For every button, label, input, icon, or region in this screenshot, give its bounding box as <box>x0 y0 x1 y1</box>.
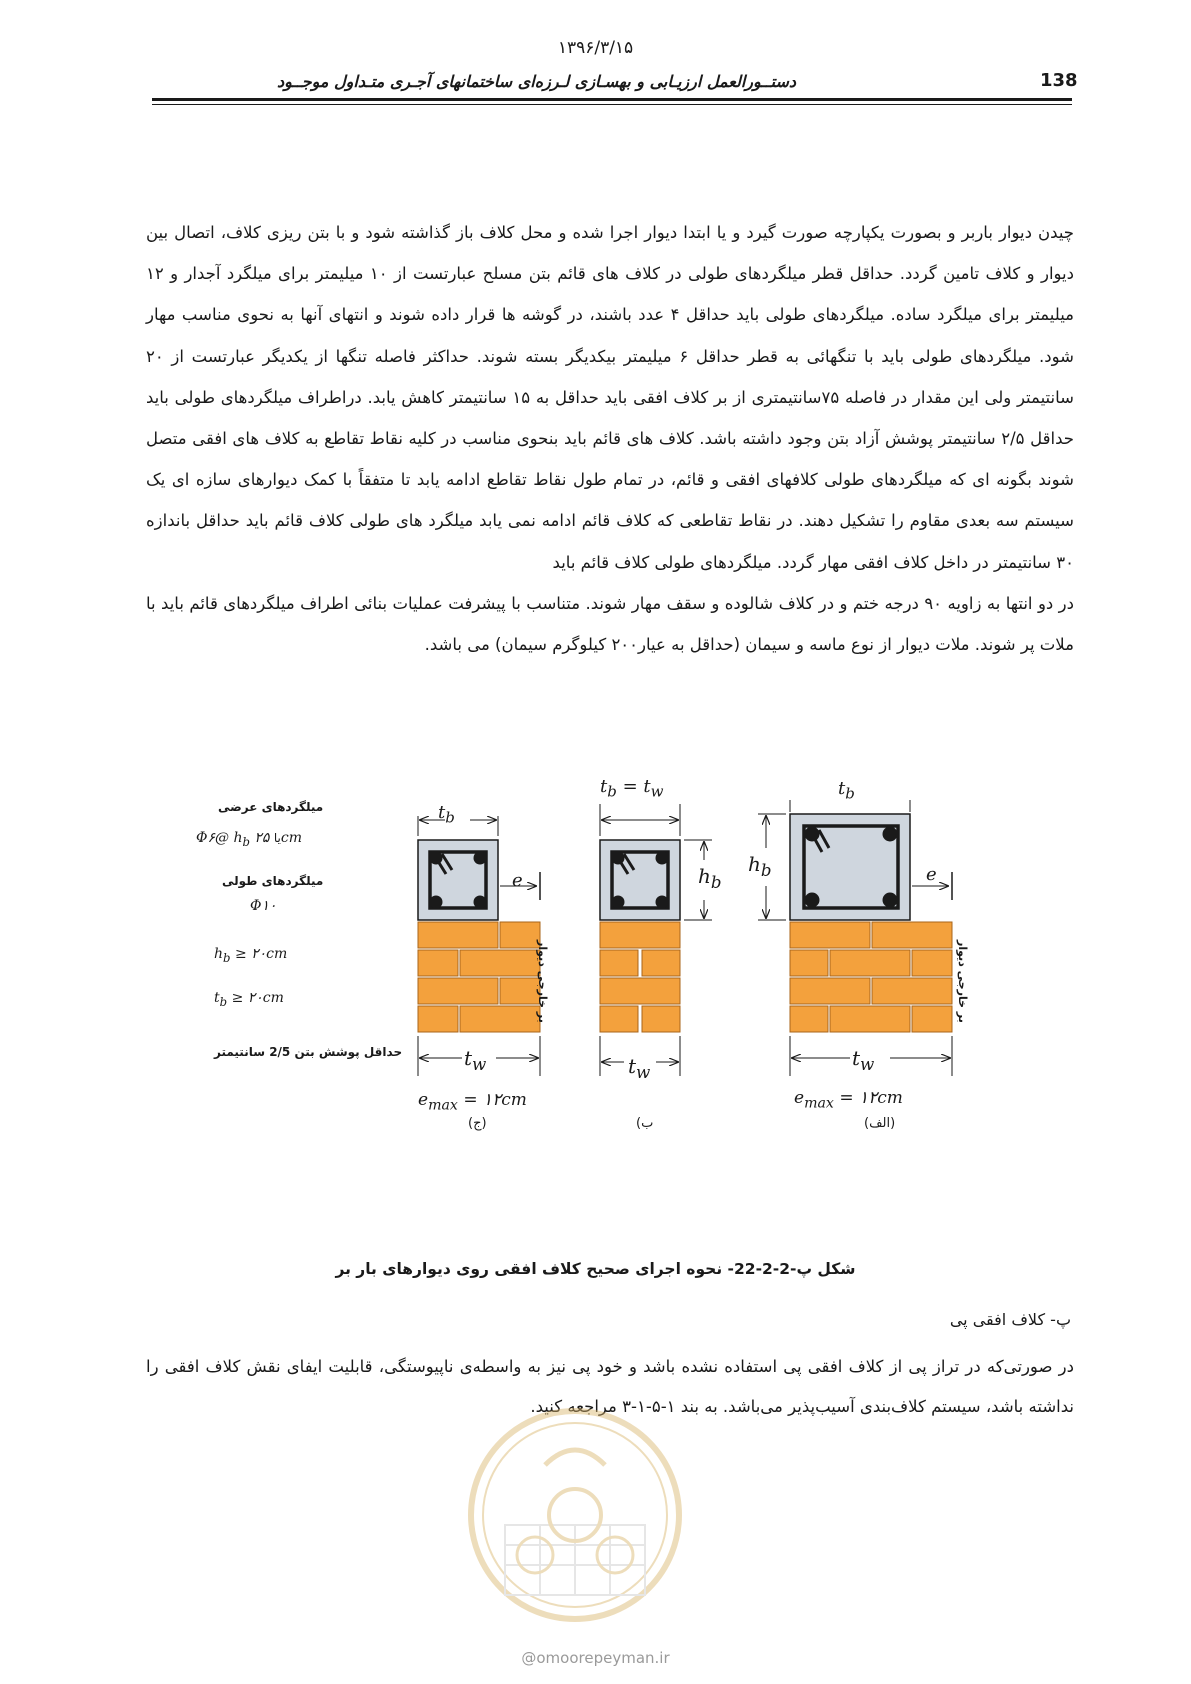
legend-hb-min: $h_b$ ≥ ۲۰cm <box>214 946 288 965</box>
label-e-a: e <box>926 864 937 885</box>
figure-drawing <box>200 800 1080 1220</box>
label-emax-c: $e_{max}$ = ۱۲cm <box>418 1090 527 1114</box>
panel-label-c: (ج) <box>468 1116 487 1131</box>
seal-graphic <box>465 1405 685 1625</box>
legend-transverse-bars: میلگردهای عرضی <box>218 800 324 814</box>
label-hb-b: $h_b$ <box>698 864 722 892</box>
label-tb-a: $t_b$ <box>838 778 855 803</box>
brick-wall-c <box>418 922 540 1032</box>
bar-c-3 <box>430 896 443 909</box>
panel-label-a: (الف) <box>864 1116 896 1131</box>
bar-b-4 <box>656 896 669 909</box>
paragraph-2: در دو انتها به زاویه ۹۰ درجه ختم و در کلاف شالوده و سقف مهار شوند. متناسب با پیشرفت عملیات بنائی اطراف میلگردهای قائم باید با ملات پر شوند. ملات دیوار از نوع ماسه و سیمان (حداقل به عیار۲۰۰ کیلوگرم سیمان) می باشد. <box>146 593 1074 655</box>
document-date: ۱۳۹۶/۳/۱۵ <box>557 38 634 58</box>
bar-c-4 <box>474 896 487 909</box>
label-e-c: e <box>512 870 523 891</box>
legend-transverse-spec: Φ۶@ $h_b$ یا ۲۵cm <box>196 830 303 849</box>
panel-a-drawing <box>758 800 952 1076</box>
bar-b-2 <box>656 852 669 865</box>
wall-outer-face-a: بر خارجی دیوار <box>956 940 969 1023</box>
bar-a-3 <box>805 893 820 908</box>
label-tw-a: $t_w$ <box>852 1046 875 1074</box>
figure-bond-beam-details <box>196 776 1080 1220</box>
label-tb-eq-tw-b: $t_b = t_w$ <box>600 776 664 801</box>
paragraph-1: چیدن دیوار باربر و بصورت یکپارچه صورت گیرد و یا ابتدا دیوار اجرا شده و محل کلاف باز گذاشته شود و با بتن ریزی کلاف، اتصال بین دیوار و کلاف تامین گردد. حداقل قطر میلگردهای طولی در کلاف های قائم بتن مسلح عبارتست از ۱۰ میلیمتر برای میلگرد آجدار و ۱۲ میلیمتر برای میلگرد ساده. میلگردهای طولی باید حداقل ۴ عدد باشند، در گوشه ها قرار داده شوند و انتهای آنها به نحوی مناسب مهار شود. میلگردهای طولی باید با تنگهائی به قطر حداقل ۶ میلیمتر بیکدیگر بسته شوند. حداکثر فاصله تنگها از یکدیگر عبارتست از ۲۰ سانتیمتر ولی این مقدار در فاصله ۷۵سانتیمتری از بر کلاف افقی باید حداقل به ۱۵ سانتیمتر کاهش یابد. دراطراف میلگردهای طولی باید حداقل ۲/۵ سانتیمتر پوشش آزاد بتن وجود داشته باشد. کلاف های قائم باید بنحوی مناسب در کلیه نقاط تقاطع به کلاف های افقی متصل شوند بگونه ای که میلگردهای طولی کلافهای افقی و قائم، در تمام طول نقاط تقاطع ادامه یابد تا متفقاً با کمک دیوارهای سازه ای یک سیستم سه بعدی مقاوم را تشکیل دهند. در نقاط تقاطعی که کلاف قائم ادامه نمی یابد میلگرد های طولی کلاف قائم باید حداقل باندازه ۳۰ سانتیمتر در داخل کلاف افقی مهار گردد. میلگردهای طولی کلاف قائم باید <box>146 223 1075 572</box>
header-rule <box>152 98 1072 101</box>
wall-outer-face-c: بر خارجی دیوار <box>536 940 549 1023</box>
header-rule-thin <box>152 104 1072 105</box>
brick-wall-a <box>790 922 952 1032</box>
body-text <box>146 212 1074 665</box>
figure-caption: شکل پ-2-2-22- نحوه اجرای صحیح کلاف افقی روی دیوارهای بار بر <box>335 1260 856 1278</box>
brick-wall-b <box>600 922 680 1032</box>
label-tb-c: $t_b$ <box>438 802 455 827</box>
page-number: 138 <box>1040 70 1078 91</box>
bar-a-4 <box>883 893 898 908</box>
label-emax-a: $e_{max}$ = ۱۲cm <box>794 1088 903 1112</box>
section-heading: پ- کلاف افقی پی <box>949 1310 1071 1329</box>
label-tw-c: $t_w$ <box>464 1046 487 1074</box>
label-hb-a: $h_b$ <box>748 852 772 880</box>
bar-c-2 <box>474 852 487 865</box>
bar-b-3 <box>612 896 625 909</box>
legend-longitudinal-spec: Φ۱۰ <box>250 898 277 914</box>
panel-label-b: (ب <box>636 1116 654 1131</box>
section-paragraph: در صورتی‌که در تراز پی از کلاف افقی پی استفاده نشده باشد و خود پی نیز به واسطه‌ی ناپیوستگی، قابلیت ایفای نقش کلاف افقی را نداشته باشد، سیستم کلاف‌بندی آسیب‌پذیر می‌باشد. به بند ۱-۵-۱-۳ مراجعه کنید. <box>146 1357 1074 1416</box>
label-tw-b: $t_w$ <box>628 1054 651 1082</box>
legend-cover-note: حداقل پوشش بتن 2/5 سانتیمتر <box>214 1045 403 1059</box>
running-header-title: دستــورالعمل ارزیـابی و بهسـازی لـرزه‌ای ساختمانهای آجـری متـداول موجــود <box>276 72 796 91</box>
legend-tb-min: $t_b$ ≥ ۲۰cm <box>214 990 284 1009</box>
panel-c-drawing <box>418 816 540 1076</box>
legend-longitudinal-bars: میلگردهای طولی <box>222 874 324 888</box>
watermark-site: @omoorepeyman.ir <box>521 1649 670 1667</box>
panel-b-drawing <box>600 804 712 1076</box>
watermark-seal <box>465 1405 685 1625</box>
bar-a-2 <box>883 827 898 842</box>
